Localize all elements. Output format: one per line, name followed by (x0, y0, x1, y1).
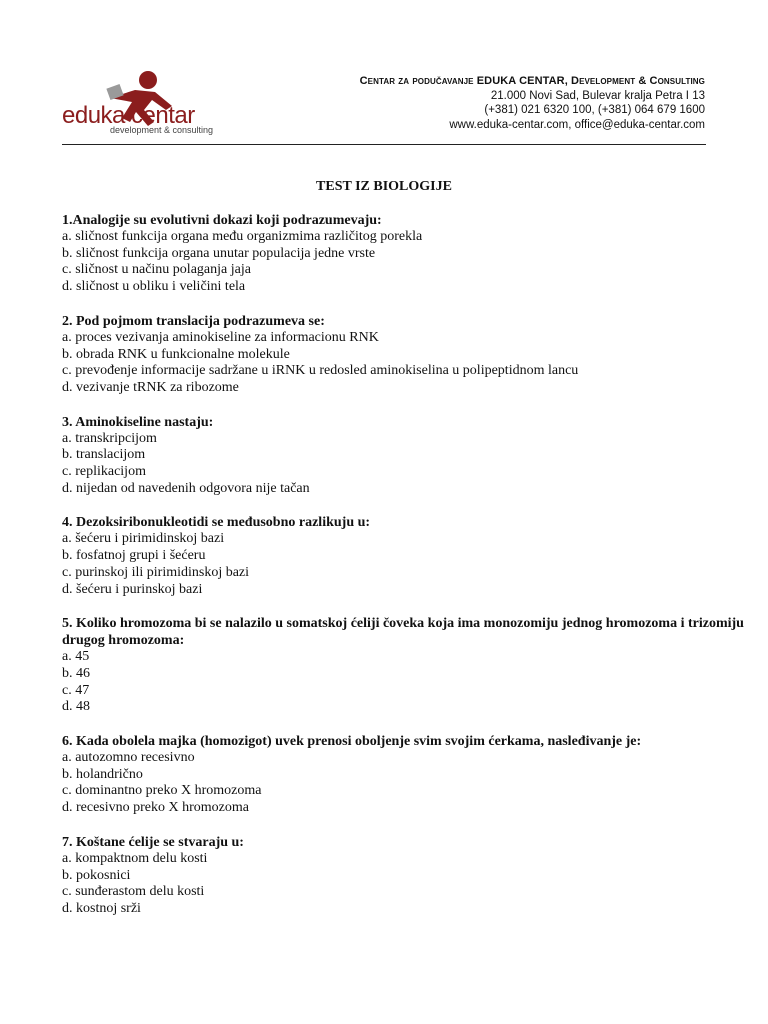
answer-option: b. fosfatnoj grupi i šećeru (62, 548, 206, 564)
answer-option: d. kostnoj srži (62, 900, 141, 916)
answer-option: c. sličnost u načinu polaganja jaja (62, 262, 251, 278)
logo-word-eduka: eduka (62, 102, 125, 129)
company-phones: (+381) 021 6320 100, (+381) 064 679 1600 (484, 104, 705, 116)
answer-option: a. proces vezivanja aminokiseline za informacionu RNK (62, 329, 379, 345)
question-5 (62, 615, 762, 716)
answer-option: a. transkripcijom (62, 430, 157, 446)
page-title: TEST IZ BIOLOGIJE (316, 179, 452, 194)
logo-tagline: development & consulting (110, 125, 214, 135)
question-text: 4. Dezoksiribonukleotidi se međusobno razlikuju u: (62, 515, 371, 531)
answer-option: a. autozomno recesivno (62, 750, 195, 766)
question-text: 5. Koliko hromozoma bi se nalazilo u somatskoj ćeliji čoveka koja ima monozomiju jednog hromozoma i trizomiju drugog hromozoma: (62, 616, 744, 649)
question-text: 1.Analogije su evolutivni dokazi koji podrazumevaju: (62, 213, 382, 228)
answer-option: c. 47 (62, 682, 90, 698)
question-2 (62, 313, 762, 397)
answer-option: b. pokosnici (62, 867, 131, 883)
answer-option: a. šećeru i pirimidinskoj bazi (62, 531, 225, 547)
logo-word-centar: centar (124, 102, 195, 129)
question-text: 3. Aminokiseline nastaju: (62, 414, 214, 430)
answer-option: b. translacijom (62, 447, 146, 463)
answer-option: d. šećeru i purinskoj bazi (62, 581, 203, 597)
question-list (62, 212, 762, 935)
answer-option: d. vezivanje tRNK za ribozome (62, 379, 239, 395)
answer-option: b. holandrično (62, 766, 143, 782)
answer-option: b. 46 (62, 665, 90, 681)
answer-option: d. 48 (62, 699, 90, 715)
question-4 (62, 514, 762, 598)
answer-option: b. obrada RNK u funkcionalne molekule (62, 346, 290, 362)
answer-option: c. prevođenje informacije sadržane u iRNK u redosled aminokiselina u polipeptidnom lancu (62, 363, 579, 379)
answer-option: c. sunđerastom delu kosti (62, 884, 205, 900)
question-text: 7. Koštane ćelije se stvaraju u: (62, 834, 244, 850)
question-6 (62, 733, 762, 817)
question-text: 6. Kada obolela majka (homozigot) uvek prenosi oboljenje svim svojim ćerkama, nasleđivanje je: (62, 734, 642, 750)
answer-option: b. sličnost funkcija organa unutar populacija jedne vrste (62, 245, 376, 261)
question-1 (62, 212, 762, 296)
answer-option: a. 45 (62, 649, 90, 665)
answer-option: d. nijedan od navedenih odgovora nije tačan (62, 480, 310, 496)
answer-option: d. sličnost u obliku i veličini tela (62, 279, 246, 295)
company-info (275, 74, 705, 132)
answer-option: a. kompaktnom delu kosti (62, 850, 208, 866)
question-text: 2. Pod pojmom translacija podrazumeva se: (62, 313, 325, 329)
question-7 (62, 834, 762, 918)
answer-option: c. replikacijom (62, 464, 146, 480)
answer-option: a. sličnost funkcija organa među organizmima različitog porekla (62, 229, 423, 244)
answer-option: c. purinskoj ili pirimidinskoj bazi (62, 564, 250, 580)
header-divider (62, 144, 706, 145)
answer-option: d. recesivno preko X hromozoma (62, 800, 249, 816)
company-name: Centar za podučavanje EDUKA CENTAR, Development & Consulting (359, 75, 705, 87)
company-address: 21.000 Novi Sad, Bulevar kralja Petra I 13 (490, 89, 705, 102)
question-3 (62, 414, 762, 498)
answer-option: c. dominantno preko X hromozoma (62, 783, 262, 799)
company-web-email: www.eduka-centar.com, office@eduka-centar.com (449, 118, 705, 131)
